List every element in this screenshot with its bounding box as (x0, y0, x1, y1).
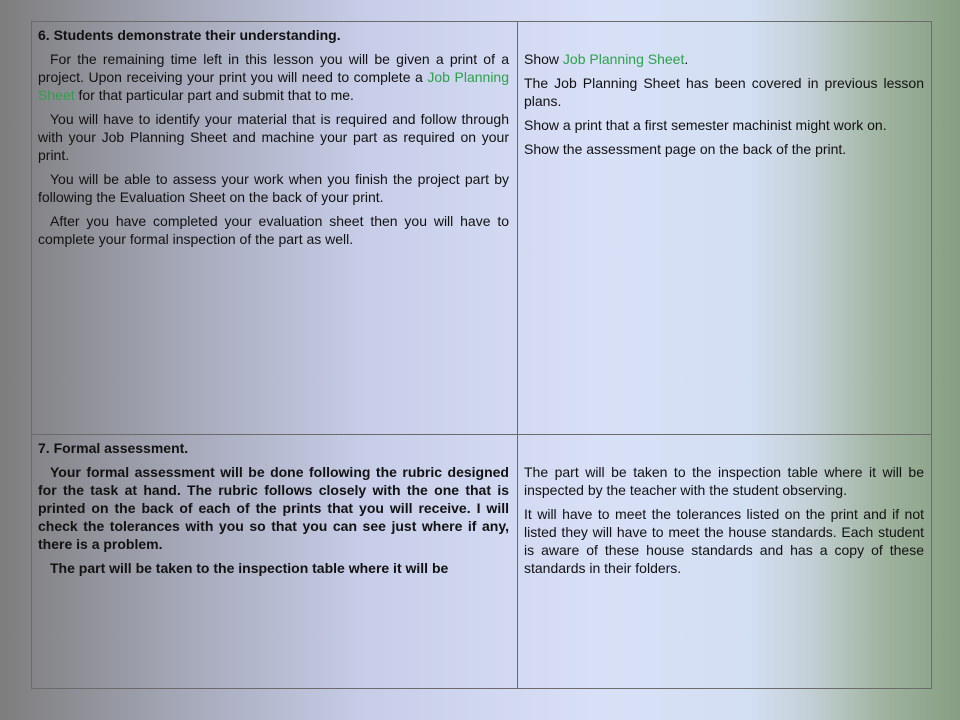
section-6-paragraph-2: You will have to identify your material that is required and follow through with your Job Planning Sheet and machine your part as required on your print. (38, 111, 509, 163)
text-span: for that particular part and submit that to me. (74, 87, 354, 103)
spacer (524, 22, 924, 50)
section-7-note-2: It will have to meet the tolerances listed on the print and if not listed they will have to meet the house standards. Each student is aware of these house standards and has a copy of these standards in their folders. (524, 506, 924, 576)
section-7-teacher-notes (518, 435, 931, 688)
text-span: . (684, 51, 689, 67)
lesson-table (31, 21, 932, 689)
job-planning-sheet-link-right[interactable]: Job Planning Sheet (562, 51, 685, 67)
text-span: For the remaining time left in this lesson you will be given a print of a project. Upon receiving your print you will need to complete a (38, 51, 509, 85)
table-row-section-6 (32, 22, 931, 435)
section-7-instructions (32, 435, 518, 688)
section-7-note-1: The part will be taken to the inspection table where it will be inspected by the teacher with the student observing. (524, 464, 924, 498)
section-6-note-1 (524, 50, 924, 68)
section-7-title: 7. Formal assessment. (38, 440, 189, 456)
text-span: Show (524, 51, 563, 67)
section-6-paragraph-3: You will be able to assess your work when you finish the project part by following the Evaluation Sheet on the back of your print. (38, 171, 509, 205)
section-7-paragraph-1: Your formal assessment will be done following the rubric designed for the task at hand. The rubric follows closely with the one that is printed on the back of each of the prints that you will receive. I will check the tolerances with you so that you can see just where if any, there is a problem. (38, 464, 509, 552)
job-planning-sheet-link[interactable]: Job Planning Sheet (38, 69, 510, 103)
section-6-note-3: Show a print that a first semester machinist might work on. (524, 117, 887, 133)
section-6-instructions (32, 22, 518, 434)
section-7-paragraph-2: The part will be taken to the inspection table where it will be (50, 560, 449, 576)
section-6-paragraph-4: After you have completed your evaluation sheet then you will have to complete your formal inspection of the part as well. (38, 213, 509, 247)
section-6-teacher-notes (518, 22, 931, 434)
table-row-section-7 (32, 435, 931, 688)
section-6-note-4: Show the assessment page on the back of the print. (524, 141, 847, 157)
section-6-paragraph-1 (38, 50, 509, 104)
section-6-title: 6. Students demonstrate their understanding. (38, 27, 341, 43)
spacer (524, 435, 924, 463)
section-6-note-2: The Job Planning Sheet has been covered in previous lesson plans. (524, 75, 924, 109)
